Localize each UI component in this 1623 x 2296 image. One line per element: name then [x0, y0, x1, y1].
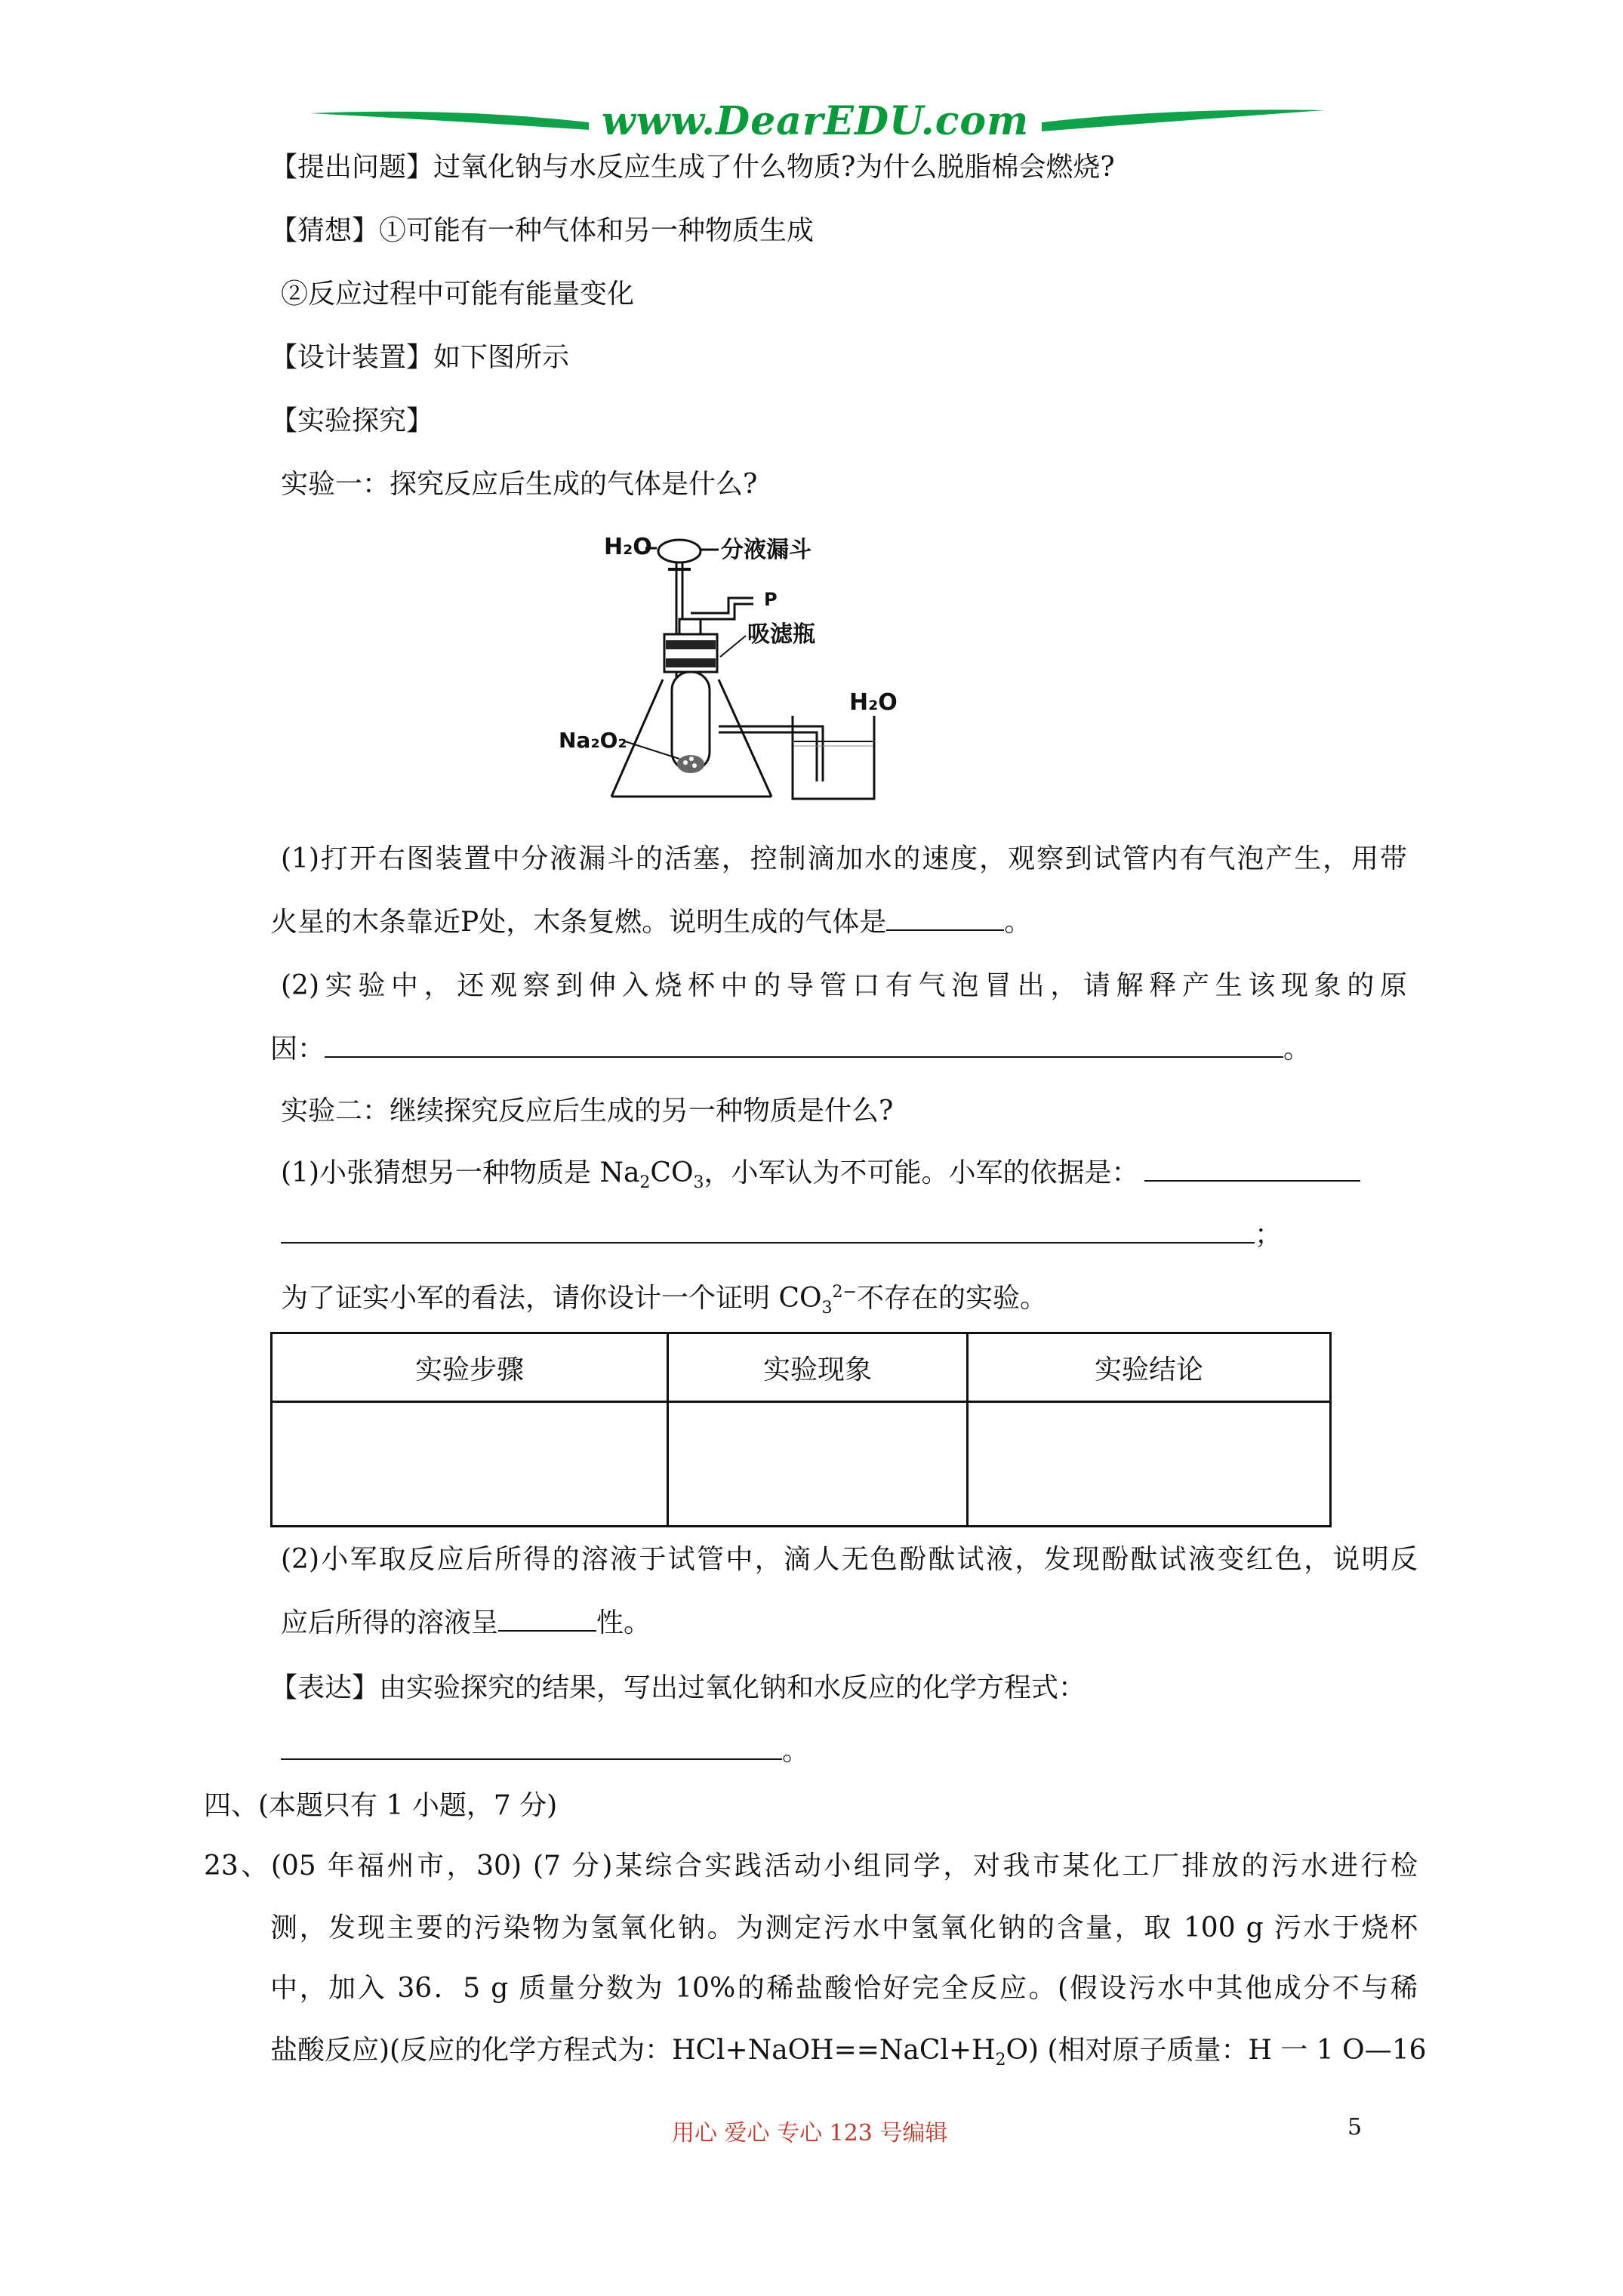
body-text: (1)小张猜想另一种物质是 Na — [281, 1157, 640, 1188]
exp2-q1-line1 — [281, 1157, 1360, 1193]
answer-blank-reason[interactable] — [325, 1034, 1283, 1058]
answer-blank-equation[interactable] — [281, 1736, 782, 1760]
funnel-label: 分液漏斗 — [721, 537, 812, 563]
cell-conclusion[interactable] — [968, 1402, 1331, 1527]
section-label: 【表达】 — [270, 1672, 380, 1703]
section-label: 【提出问题】 — [270, 152, 434, 183]
body-text: ，小军认为不可能。小军的依据是： — [704, 1157, 1139, 1188]
q23-line3: 中，加入 36．5 g 质量分数为 10%的稀盐酸恰好完全反应。(假设污水中其他成分不与稀 — [270, 1973, 1418, 2004]
subscript: 3 — [693, 1173, 704, 1193]
flask-label: 吸滤瓶 — [747, 621, 815, 648]
section-label: 【设计装置】 — [270, 342, 434, 373]
exp2-q2-line1: (2)小军取反应后所得的溶液于试管中，滴人无色酚酞试液，发现酚酞试液变红色，说明反 — [281, 1544, 1418, 1575]
part4-heading: 四、(本题只有 1 小题，7 分) — [204, 1790, 558, 1821]
explore-heading: 【实验探究】 — [270, 405, 434, 436]
punct: ； — [1255, 1219, 1283, 1250]
site-header — [302, 91, 1329, 159]
cell-steps[interactable] — [272, 1402, 668, 1527]
answer-blank-gas[interactable] — [886, 907, 1004, 931]
table-row — [272, 1402, 1331, 1527]
q23-line1: 23、(05 年福州市，30) (7 分)某综合实践活动小组同学，对我市某化工厂排放的污水进行检 — [204, 1851, 1418, 1881]
body-text: 应后所得的溶液呈 — [281, 1607, 499, 1638]
section-label: 【猜想】 — [270, 215, 380, 246]
page-number: 5 — [1347, 2114, 1363, 2140]
answer-blank-basis-cont[interactable] — [281, 1219, 1255, 1244]
subscript: 3 — [821, 1299, 833, 1318]
design-line — [270, 341, 569, 374]
experiment2-title: 实验二：继续探究反应后生成的另一种物质是什么? — [281, 1096, 894, 1126]
apparatus-figure — [551, 529, 913, 808]
punct: 。 — [782, 1736, 810, 1767]
p-label: P — [764, 589, 778, 610]
apparatus-diagram — [551, 529, 913, 808]
body-text: 性。 — [596, 1607, 651, 1638]
answer-blank-basis[interactable] — [1144, 1157, 1360, 1182]
subscript: 2 — [639, 1173, 651, 1193]
subscript: 2 — [995, 2051, 1006, 2070]
body-text: 如下图所示 — [433, 342, 570, 373]
footer-text: 用心 爱心 专心 123 号编辑 — [672, 2120, 948, 2147]
exp2-prove-line — [281, 1282, 1047, 1318]
express-answer-line — [281, 1735, 809, 1768]
body-text: 火星的木条靠近P处，木条复燃。说明生成的气体是 — [270, 907, 887, 938]
body-text: ①可能有一种气体和另一种物质生成 — [379, 215, 815, 246]
header-phenomena: 实验现象 — [668, 1333, 968, 1402]
body-text: 因： — [270, 1034, 325, 1065]
experiment1-title: 实验一：探究反应后生成的气体是什么? — [281, 469, 758, 500]
exp1-q1-line1: (1)打开右图装置中分液漏斗的活塞，控制滴加水的速度，观察到试管内有气泡产生，用带 — [281, 843, 1407, 874]
body-text: CO — [650, 1157, 694, 1188]
body-text: 过氧化钠与水反应生成了什么物质?为什么脱脂棉会燃烧? — [433, 152, 1115, 183]
punct: 。 — [1283, 1034, 1311, 1065]
body-text: O) (相对原子质量：H 一 1 O—16 — [1006, 2035, 1427, 2066]
answer-blank-property[interactable] — [498, 1607, 596, 1632]
express-line — [270, 1672, 1086, 1705]
guess-line — [270, 214, 814, 248]
question-line — [270, 151, 1115, 184]
superscript: 2− — [832, 1283, 857, 1302]
exp1-q2-line1: (2)实验中，还观察到伸入烧杯中的导管口有气泡冒出，请解释产生该现象的原 — [281, 970, 1407, 1001]
exp2-q2-line2 — [281, 1607, 651, 1640]
cell-phenomena[interactable] — [668, 1402, 968, 1527]
header-conclusion: 实验结论 — [968, 1333, 1331, 1402]
table-header-row — [272, 1333, 1331, 1402]
site-logo[interactable]: www.DearEDU.com — [601, 98, 1030, 144]
body-text: 盐酸反应)(反应的化学方程式为：HCl+NaOH==NaCl+H — [270, 2035, 996, 2066]
body-text: 由实验探究的结果，写出过氧化钠和水反应的化学方程式： — [379, 1672, 1086, 1703]
exp1-q2-line2 — [270, 1033, 1310, 1066]
q23-line2: 测，发现主要的污染物为氢氧化钠。为测定污水中氢氧化钠的含量，取 100 g 污水于烧杯 — [270, 1912, 1418, 1943]
header-steps: 实验步骤 — [272, 1333, 668, 1402]
experiment-table — [270, 1332, 1332, 1527]
q23-line4 — [270, 2034, 1427, 2070]
h2o-beaker-label: H₂O — [849, 689, 898, 716]
body-text: 不存在的实验。 — [856, 1283, 1047, 1314]
page-footer — [0, 2114, 1623, 2147]
h2o-top-label: H₂O — [604, 534, 652, 560]
guess-item-2: ②反应过程中可能有能量变化 — [281, 279, 635, 310]
exp2-q1-line2 — [281, 1219, 1282, 1252]
punct: 。 — [1004, 907, 1032, 938]
na2o2-label: Na₂O₂ — [559, 728, 627, 753]
exp1-q1-line2 — [270, 906, 1031, 939]
body-text: 为了证实小军的看法，请你设计一个证明 CO — [281, 1283, 822, 1314]
